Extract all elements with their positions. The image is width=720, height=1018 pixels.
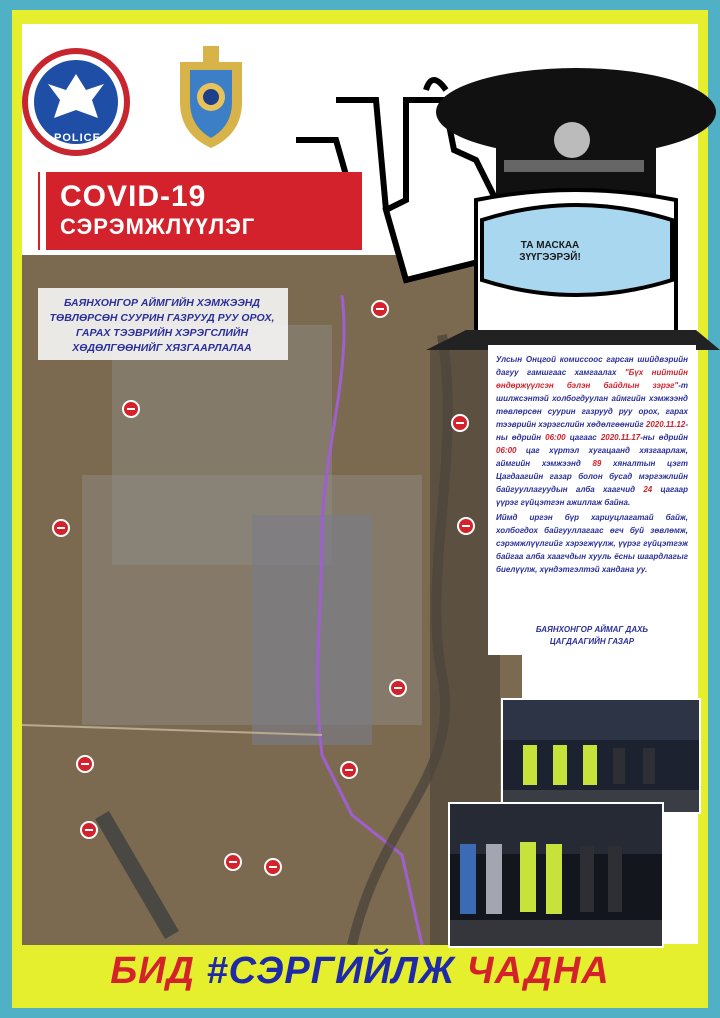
checkpoint-marker bbox=[122, 400, 140, 418]
info-text bbox=[496, 353, 688, 576]
mask-caption-line1: ТА МАСКАА bbox=[520, 240, 580, 251]
banner-stripe-thin bbox=[40, 170, 46, 252]
checkpoint-marker bbox=[76, 755, 94, 773]
banner-stripe bbox=[22, 170, 38, 252]
checkpoint-marker bbox=[80, 821, 98, 839]
info-signature bbox=[496, 624, 688, 648]
info-text-part: цагаар үүрэг гүйцэтгэн ажиллаж байна. bbox=[496, 485, 688, 507]
checkpoint-photo-2 bbox=[448, 802, 664, 948]
info-text-part: хяналтын цэгт Цагдаагийн газар болон бусад мэргэжлийн байгууллагуудын алба хаагчид bbox=[496, 459, 688, 494]
restriction-text: БАЯНХОНГОР АЙМГИЙН ХЭМЖЭЭНД ТӨВЛӨРСӨН СУУРИН ГАЗРУУД РУУ ОРОХ, ГАРАХ ТЭЭВРИЙН ХЭРЭГСЛИЙН ХӨДӨЛГӨӨНИЙГ ХЯЗГААРЛАЛАА bbox=[49, 297, 275, 354]
police-logo-text: POLICE bbox=[54, 132, 101, 144]
info-text-emphasis: "Бүх нийтийн өндөржүүлсэн бэлэн байдлын зэрэг" bbox=[496, 368, 688, 390]
checkpoint-marker bbox=[264, 858, 282, 876]
checkpoint-photo-1 bbox=[501, 698, 701, 814]
officers-photo-drawing bbox=[450, 804, 662, 946]
info-text-part: цаг хүртэл хугацаанд хязгаарлаж, аймгийн хэмжээнд bbox=[496, 446, 688, 468]
slogan-part-3: ЧАДНА bbox=[455, 950, 610, 992]
info-text-part: -ны өдрийн bbox=[640, 433, 688, 442]
info-text-part: -т шилжсэнтэй холбогдуулан аймгийн хэмжээнд төвлөрсөн суурин газрууд руу орох, гарах тээврийн хэрэгслийн хөдөлгөөнийг bbox=[496, 381, 688, 429]
checkpoint-marker bbox=[52, 519, 70, 537]
banner-subtitle: СЭРЭМЖЛҮҮЛЭГ bbox=[60, 214, 256, 239]
banner-title: COVID-19 bbox=[60, 180, 207, 213]
checkpoint-marker bbox=[389, 679, 407, 697]
police-logo bbox=[22, 48, 130, 156]
mask-caption-line2: ЗҮҮГЭЭРЭЙ! bbox=[519, 252, 581, 263]
info-time: 06:00 bbox=[545, 433, 566, 442]
info-text-part: Улсын Онцгой комиссоос гарсан шийдвэрийн дагуу гамшгаас хамгаалах bbox=[496, 355, 688, 377]
info-time: 06:00 bbox=[496, 446, 517, 455]
info-date: 2020.11.12 bbox=[645, 420, 686, 429]
signature-line2: ЦАГДААГИЙН ГАЗАР bbox=[549, 637, 635, 646]
checkpoint-marker bbox=[224, 853, 242, 871]
info-date: 2020.11.17 bbox=[600, 433, 641, 442]
police-shield-emblem bbox=[170, 42, 252, 152]
info-hours: 24 bbox=[643, 485, 653, 494]
info-count: 89 bbox=[592, 459, 602, 468]
slogan-part-1: БИД bbox=[110, 950, 207, 992]
checkpoint-marker bbox=[457, 517, 475, 535]
signature-line1: БАЯНХОНГОР АЙМАГ ДАХЬ bbox=[535, 625, 649, 634]
officers-photo-drawing bbox=[503, 700, 699, 812]
info-paragraph-2: Иймд иргэн бүр хариуцлагатай байж, холбогдох байгууллагаас өгч буй зөвлөмж, сэрэмжлүүлгийг хэрэгжүүлж, үүрэг гүйцэтгэж байгаа алба хаагчдын хууль ёсны шаардлагыг биелүүлж, хүндэтгэлтэй хандана уу. bbox=[496, 513, 688, 574]
info-text-part: -ны өдрийн bbox=[496, 420, 688, 442]
checkpoint-marker bbox=[451, 414, 469, 432]
info-text-part: цагаас bbox=[565, 433, 601, 442]
mask-caption bbox=[490, 240, 610, 264]
slogan-hashtag: #СЭРГИЙЛЖ bbox=[206, 950, 456, 992]
slogan bbox=[0, 950, 720, 993]
checkpoint-marker bbox=[340, 761, 358, 779]
